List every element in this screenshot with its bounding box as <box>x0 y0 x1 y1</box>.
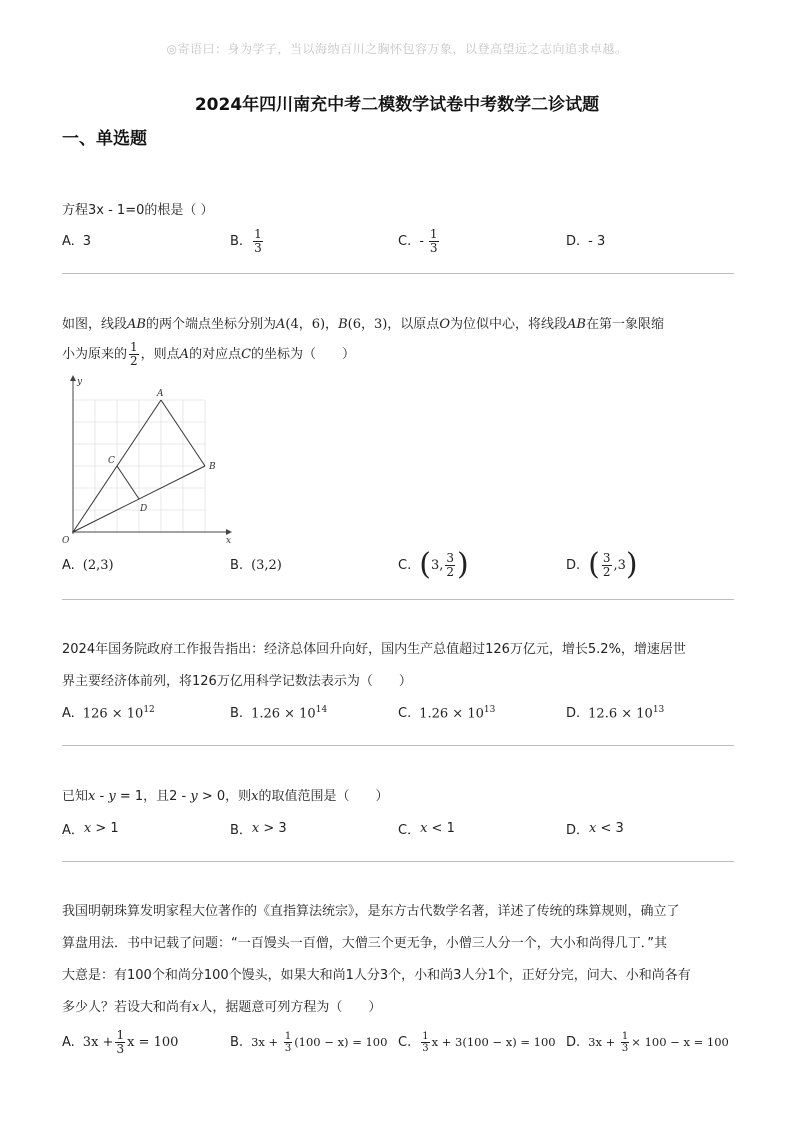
denominator: 3 <box>116 1041 125 1056</box>
option-label: A. <box>62 233 75 249</box>
denominator: 2 <box>446 564 454 579</box>
option-text: > 1 <box>91 820 119 836</box>
stem-math: C <box>241 347 252 362</box>
denominator: 3 <box>621 1042 629 1054</box>
option-var: x <box>83 820 92 836</box>
option-label: C. <box>398 233 412 249</box>
stem-math: y <box>190 789 198 804</box>
stem-math: AB <box>127 317 146 332</box>
exponent: 13 <box>652 704 665 715</box>
option-c[interactable]: C. ( 3, $\frac{3}{2}$ ) <box>398 547 469 582</box>
coordinate-figure <box>60 372 240 544</box>
stem-math: x <box>88 789 96 804</box>
axis-label-x: x <box>226 536 232 544</box>
stem-math: (6，3)，以原点 <box>347 317 440 332</box>
option-a[interactable] <box>62 1026 178 1058</box>
page-title: 2024年四川南充中考二模数学试卷中考数学二诊试题 <box>194 95 600 115</box>
option-text: 3x + <box>251 1035 282 1049</box>
option-label: B. <box>230 233 244 249</box>
question-5-stem-line3: 大意是：有100个和尚分100个馒头，如果大和尚1人分3个，小和尚3人分1个，正好分完，问大、小和尚各有 <box>62 968 691 983</box>
denominator: 3 <box>284 1042 292 1054</box>
question-3-stem: 2024年国务院政府工作报告指出：经济总体回升向好，国内生产总值超过126万亿元，增长5.2%，增速居世 <box>62 642 686 657</box>
y-axis-arrow <box>70 375 76 381</box>
numerator: 1 <box>422 1030 429 1042</box>
option-text: 12.6 × 10 <box>588 706 653 722</box>
option-b[interactable] <box>230 226 265 256</box>
point-label-a: A <box>157 389 164 399</box>
option-label: C. <box>398 557 412 573</box>
option-var: x <box>420 820 428 836</box>
option-text: 3x + <box>588 1035 619 1049</box>
numerator: 1 <box>130 340 138 354</box>
denominator: 2 <box>602 564 611 579</box>
question-1-stem: 方程3x - 1=0的根是（ ） <box>62 203 214 218</box>
stem-math: y <box>108 789 116 804</box>
option-label: B. <box>230 557 244 573</box>
option-label: B． <box>230 822 252 838</box>
option-d[interactable] <box>566 698 664 728</box>
numerator: 3 <box>446 550 454 565</box>
axis-label-y: y <box>77 377 83 387</box>
option-c[interactable] <box>398 226 441 256</box>
question-2-stem-line2 <box>62 340 734 370</box>
option-text: 3 <box>82 233 92 249</box>
stem-math: (4，6)， <box>285 317 339 332</box>
question-3-stem-line2: 界主要经济体前列，将126万亿用科学记数法表示为（ ） <box>62 674 412 689</box>
option-b[interactable] <box>230 813 287 843</box>
option-var: x <box>251 820 260 836</box>
question-4-options <box>62 813 734 843</box>
option-text: 1.26 × 10 <box>419 706 484 722</box>
option-label: B. <box>230 705 244 721</box>
option-label: C． <box>398 822 421 838</box>
numerator: 1 <box>429 226 438 241</box>
denominator: 3 <box>422 1042 429 1054</box>
stem-text: ，则点 <box>140 347 180 362</box>
option-text: x = 100 <box>127 1034 179 1050</box>
x-axis-arrow <box>226 529 232 535</box>
stem-text: 的取值范围是（ ） <box>258 789 389 804</box>
option-text: × 100 − x = 100 <box>631 1035 729 1049</box>
divider <box>62 599 734 600</box>
exponent: 13 <box>483 704 496 715</box>
stem-math: x <box>251 789 259 804</box>
point-label-b: B <box>209 462 216 472</box>
grid <box>73 400 205 532</box>
question-4-stem <box>62 787 734 807</box>
option-a[interactable] <box>62 548 114 582</box>
option-b[interactable] <box>230 698 327 728</box>
point-label-d: D <box>140 504 148 514</box>
question-3-options <box>62 698 734 728</box>
option-label: A. <box>62 705 75 721</box>
option-label: D. <box>566 1034 581 1050</box>
stem-text: 人，据题意可列方程为（ ） <box>199 1000 382 1015</box>
stem-text: 在第一象限缩 <box>585 317 664 332</box>
exponent: 12 <box>143 704 155 715</box>
fraction <box>429 228 439 255</box>
fraction <box>621 1031 629 1054</box>
divider <box>62 273 734 274</box>
stem-text: 的坐标为（ ） <box>251 347 356 362</box>
denominator: 3 <box>254 240 262 255</box>
option-label: D． <box>566 822 590 838</box>
option-b[interactable] <box>230 1026 387 1058</box>
section-heading: 一、单选题 <box>62 129 147 149</box>
question-5-stem-line2: 算盘用法．书中记载了问题：“一百馒头一百僧，大僧三个更无争，小僧三人分一个，大小和尚得几丁．”其 <box>62 936 667 951</box>
option-d[interactable] <box>566 1026 729 1058</box>
option-d[interactable]: D. ( $\frac{3}{2}$ ,3 ) <box>566 547 638 582</box>
denominator: 3 <box>429 240 438 255</box>
option-text: 3x + <box>82 1034 114 1050</box>
option-var: x <box>589 820 597 836</box>
fraction <box>115 1029 125 1056</box>
stem-text: 的对应点 <box>189 347 242 362</box>
exponent: 14 <box>315 704 328 715</box>
stem-text: 小为原来的 <box>62 347 128 362</box>
option-label: A. <box>62 557 75 573</box>
option-text: - 3 <box>588 233 606 249</box>
stem-math: x <box>192 1000 200 1015</box>
option-text: < 1 <box>427 820 455 836</box>
option-label: C. <box>398 705 412 721</box>
numerator: 1 <box>621 1030 629 1042</box>
option-c[interactable] <box>398 813 455 843</box>
stem-math: A <box>275 317 286 332</box>
option-label: A． <box>62 822 84 838</box>
option-a[interactable] <box>62 813 119 843</box>
fraction <box>421 1031 429 1054</box>
question-1-options <box>62 226 734 256</box>
option-c[interactable] <box>398 698 495 728</box>
point-label-c: C <box>108 456 115 466</box>
option-text: 3, <box>430 557 444 573</box>
fraction <box>602 552 612 579</box>
stem-text: = 1，且2 - <box>115 789 191 804</box>
motto-header: ◎寄语曰：身为学子，当以海纳百川之胸怀包容万象，以登高望远之志向追求卓越。 <box>166 42 628 56</box>
stem-math: AB <box>567 317 586 332</box>
question-5-stem-line4 <box>62 998 734 1018</box>
option-text: ,3 <box>613 557 626 573</box>
option-c[interactable] <box>398 1026 556 1058</box>
option-text: (2,3) <box>82 557 114 573</box>
option-label: D. <box>566 557 581 573</box>
option-text: (100 − x) = 100 <box>294 1035 388 1049</box>
fraction <box>284 1031 292 1054</box>
fraction <box>445 552 455 579</box>
question-5-options <box>62 1026 734 1058</box>
divider <box>62 861 734 862</box>
stem-text: > 0，则 <box>197 789 252 804</box>
option-b[interactable] <box>230 548 282 582</box>
option-text: 1.26 × 10 <box>251 706 316 722</box>
option-label: C. <box>398 1034 412 1050</box>
question-2-stem <box>62 314 734 336</box>
option-text: > 3 <box>259 820 287 836</box>
option-a[interactable] <box>62 226 91 256</box>
stem-text: 多少人？若设大和尚有 <box>62 1000 193 1015</box>
option-label: D. <box>566 705 581 721</box>
question-5-stem: 我国明朝珠算发明家程大位著作的《直指算法统宗》，是东方古代数学名著，详述了传统的珠算规则，确立了 <box>62 904 680 919</box>
option-text: < 3 <box>596 820 624 836</box>
option-sign: - <box>419 233 424 249</box>
numerator: 3 <box>602 550 611 565</box>
numerator: 1 <box>116 1027 125 1042</box>
stem-math: B <box>338 317 348 332</box>
option-label: A. <box>62 1034 75 1050</box>
numerator: 1 <box>254 226 262 241</box>
segment-cd <box>117 466 139 499</box>
stem-text: - <box>95 789 109 804</box>
option-text: x + 3(100 − x) = 100 <box>431 1035 556 1049</box>
option-label: D. <box>566 233 581 249</box>
option-label: B. <box>230 1034 244 1050</box>
fraction <box>253 228 263 255</box>
denominator: 2 <box>130 354 138 368</box>
option-d[interactable] <box>566 813 624 843</box>
question-2-options <box>62 548 734 582</box>
option-a[interactable] <box>62 698 155 728</box>
numerator: 1 <box>284 1030 292 1042</box>
option-text: 126 × 10 <box>82 706 144 722</box>
stem-math: A <box>179 347 190 362</box>
option-d[interactable] <box>566 226 605 256</box>
stem-math: O <box>439 317 450 332</box>
stem-text: 已知 <box>62 789 89 804</box>
stem-text: 的两个端点坐标分别为 <box>145 317 276 332</box>
option-text: (3,2) <box>251 557 282 573</box>
stem-text: 为位似中心，将线段 <box>449 317 567 332</box>
fraction <box>129 341 139 368</box>
divider <box>62 745 734 746</box>
point-label-o: O <box>62 536 70 544</box>
stem-text: 如图，线段 <box>62 317 128 332</box>
